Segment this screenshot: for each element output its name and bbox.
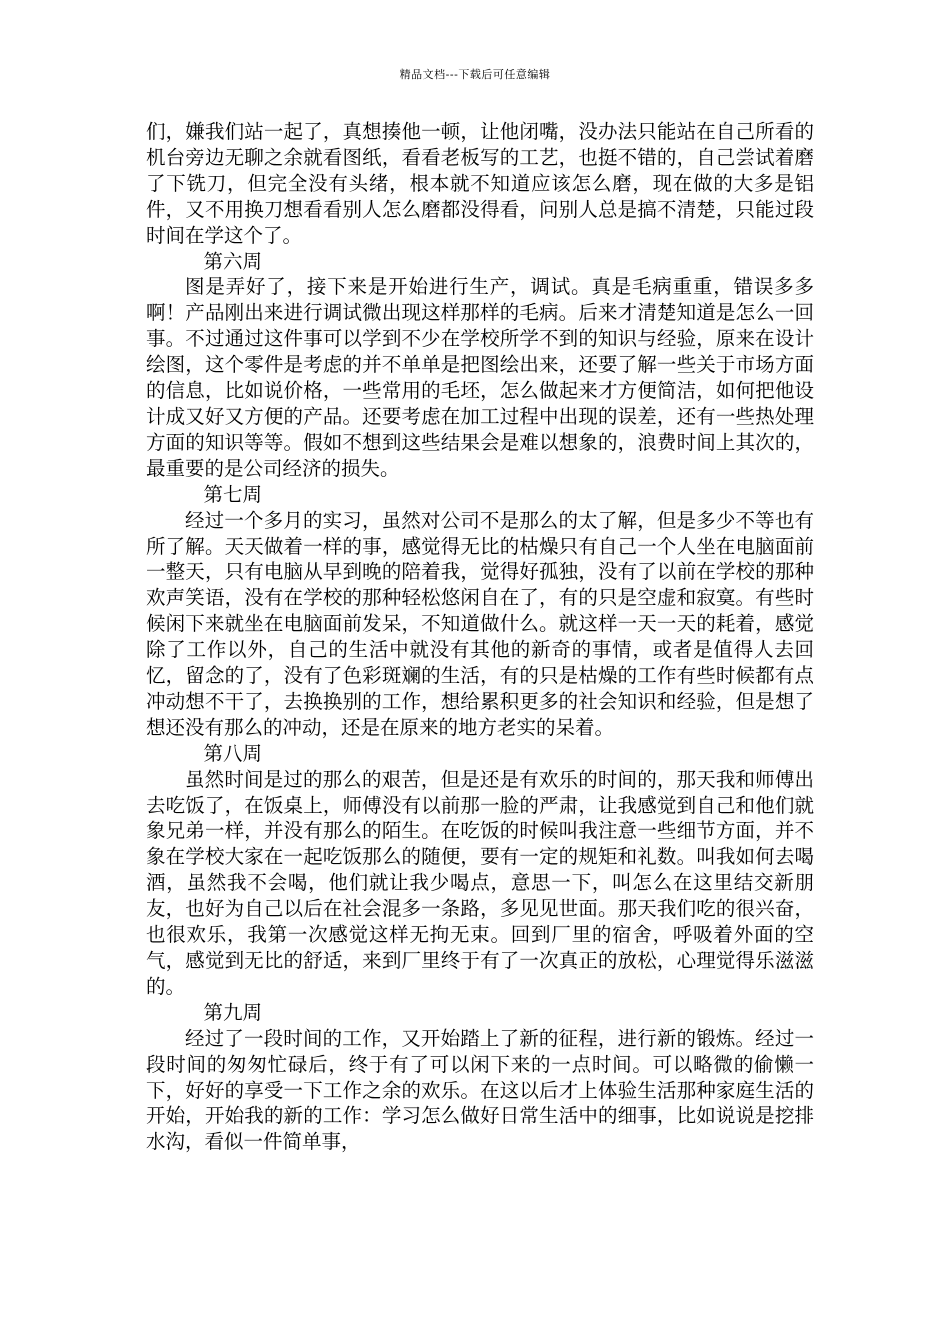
page-header: 精品文档---下载后可任意编辑: [399, 68, 551, 81]
document-body: [146, 119, 814, 1155]
week-heading-7: 第七周: [203, 482, 263, 506]
paragraph-continued: 们，嫌我们站一起了，真想揍他一顿，让他闭嘴，没办法只能站在自己所看的机台旁边无聊之余就看图纸，看看老板写的工艺，也挺不错的，自己尝试着磨了下铣刀，但完全没有头绪，根本就不知道应该怎么磨，现在做的大多是铝件，又不用换刀想看看别人怎么磨都没得看，问别人总是搞不清楚，只能过段时间在学这个了。: [146, 120, 814, 247]
week-heading-9: 第九周: [203, 1000, 263, 1024]
paragraph-week-6: 图是弄好了，接下来是开始进行生产，调试。真是毛病重重，错误多多啊！产品刚出来进行调试微出现这样那样的毛病。后来才清楚知道是怎么一回事。不过通过这件事可以学到不少在学校所学不到的知识与经验，原来在设计绘图，这个零件是考虑的并不单单是把图绘出来，还要了解一些关于市场方面的信息，比如说价格，一些常用的毛坯，怎么做起来才方便简洁，如何把他设计成又好又方便的产品。还要考虑在加工过程中出现的误差，还有一些热处理方面的知识等等。假如不想到这些结果会是难以想象的，浪费时间上其次的，最重要的是公司经济的损失。: [146, 275, 814, 480]
paragraph-week-8: 虽然时间是过的那么的艰苦，但是还是有欢乐的时间的，那天我和师傅出去吃饭了，在饭桌上，师傅没有以前那一脸的严肃，让我感觉到自己和他们就象兄弟一样，并没有那么的陌生。在吃饭的时候叫我注意一些细节方面，并不象在学校大家在一起吃饭那么的随便，要有一定的规矩和礼数。叫我如何去喝酒，虽然我不会喝，他们就让我少喝点，意思一下，叫怎么在这里结交新朋友，也好为自己以后在社会混多一条路，多见见世面。那天我们吃的很兴奋，也很欢乐，我第一次感觉这样无拘无束。回到厂里的宿舍，呼吸着外面的空气，感觉到无比的舒适，来到厂里终于有了一次真正的放松，心理觉得乐滋滋的。: [146, 767, 814, 998]
paragraph-week-9: 经过了一段时间的工作，又开始踏上了新的征程，进行新的锻炼。经过一段时间的匆匆忙碌后，终于有了可以闲下来的一点时间。可以略微的偷懒一下，好好的享受一下工作之余的欢乐。在这以后才上体验生活那种家庭生活的开始，开始我的新的工作：学习怎么做好日常生活中的细事，比如说说是挖排水沟，看似一件简单事，: [146, 1026, 814, 1154]
week-heading-6: 第六周: [203, 249, 263, 273]
paragraph-week-7: 经过一个多月的实习，虽然对公司不是那么的太了解，但是多少不等也有所了解。天天做着一样的事，感觉得无比的枯燥只有自己一个人坐在电脑面前一整天，只有电脑从早到晚的陪着我，觉得好孤独，没有了以前在学校的那种欢声笑语，没有在学校的那种轻松悠闲自在了，有的只是空虚和寂寞。有些时候闲下来就坐在电脑面前发呆，不知道做什么。就这样一天一天的耗着，感觉除了工作以外，自己的生活中就没有其他的新奇的事情，或者是值得人去回忆，留念的了，没有了色彩斑斓的生活，有的只是枯燥的工作有些时候都有点冲动想不干了，去换换别的工作，想给累积更多的社会知识和经验，但是想了想还没有那么的冲动，还是在原来的地方老实的呆着。: [146, 508, 814, 739]
week-heading-8: 第八周: [203, 741, 263, 765]
